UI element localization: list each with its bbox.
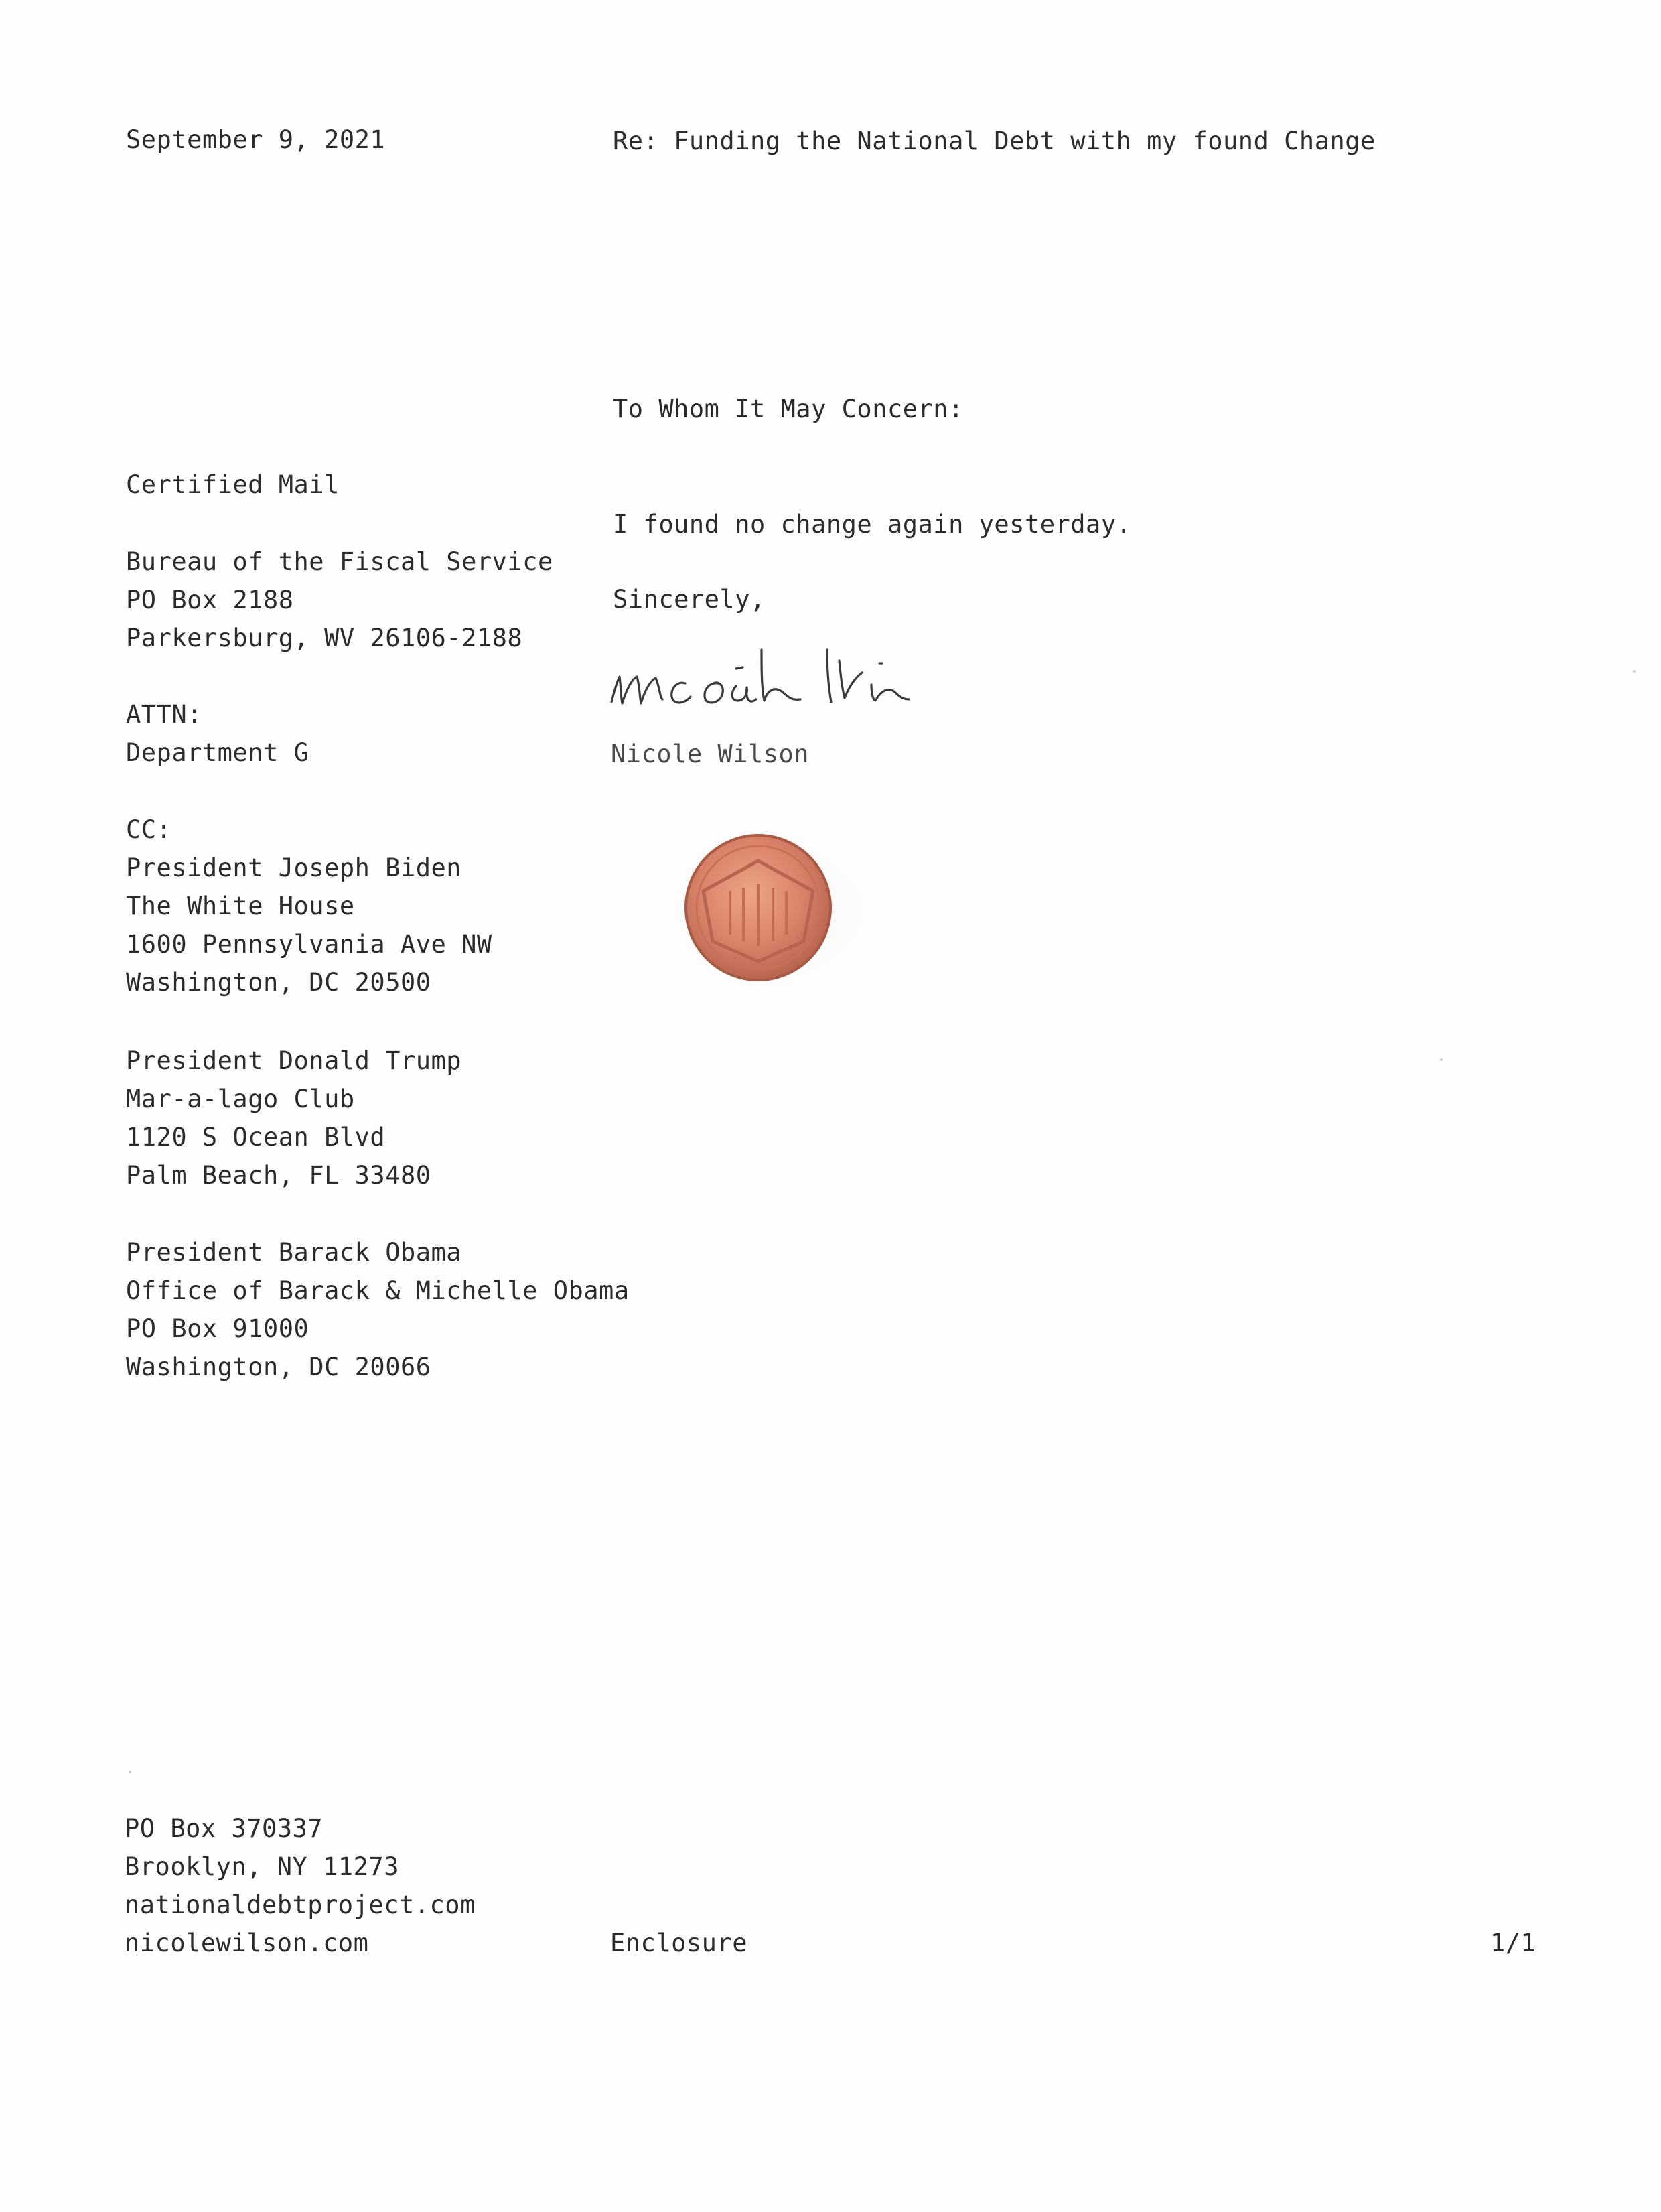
signer-name: Nicole Wilson xyxy=(611,740,810,768)
enclosed-penny xyxy=(603,790,964,1032)
cc-label: CC: xyxy=(126,815,172,844)
attn-value: Department G xyxy=(126,738,309,767)
sender-line: nicolewilson.com xyxy=(125,1929,369,1957)
address-line: PO Box 2188 xyxy=(126,585,294,614)
cc-address-line: 1120 S Ocean Blvd xyxy=(126,1123,386,1152)
cc-address-line: Office of Barack & Michelle Obama xyxy=(126,1276,630,1305)
sender-line: PO Box 370337 xyxy=(125,1814,323,1843)
salutation: To Whom It May Concern: xyxy=(613,395,964,423)
cc-address-line: President Joseph Biden xyxy=(126,853,462,882)
attn-block xyxy=(126,695,309,772)
attn-label: ATTN: xyxy=(126,700,202,729)
page-number: 1/1 xyxy=(1490,1929,1536,1957)
address-line: Bureau of the Fiscal Service xyxy=(126,547,553,576)
letter-body: I found no change again yesterday. xyxy=(613,510,1132,539)
scan-speck xyxy=(1633,670,1636,673)
cc-address-line: Washington, DC 20500 xyxy=(126,968,431,997)
sender-line: nationaldebtproject.com xyxy=(125,1890,476,1919)
cc-address-line: Washington, DC 20066 xyxy=(126,1353,431,1381)
scan-speck xyxy=(129,1771,131,1773)
cc-address-line: President Donald Trump xyxy=(126,1046,462,1075)
cc-address-line: President Barack Obama xyxy=(126,1238,462,1267)
sender-line: Brooklyn, NY 11273 xyxy=(125,1852,399,1881)
closing: Sincerely, xyxy=(613,585,766,614)
cc-address-line: PO Box 91000 xyxy=(126,1314,309,1343)
cc-recipient xyxy=(126,1042,461,1194)
sender-address xyxy=(125,1809,476,1962)
handwritten-signature xyxy=(606,630,921,717)
enclosure-label: Enclosure xyxy=(610,1929,747,1957)
cc-address-line: Palm Beach, FL 33480 xyxy=(126,1161,431,1190)
letter-date: September 9, 2021 xyxy=(126,125,386,154)
cc-address-line: The White House xyxy=(126,892,355,920)
scan-speck xyxy=(1440,1058,1443,1061)
mailing-method: Certified Mail xyxy=(126,470,340,499)
letter-subject: Re: Funding the National Debt with my found Change xyxy=(613,127,1376,155)
cc-block xyxy=(126,811,492,1001)
recipient-address xyxy=(126,543,553,657)
cc-address-line: 1600 Pennsylvania Ave NW xyxy=(126,930,492,959)
cc-recipient xyxy=(126,1233,630,1386)
address-line: Parkersburg, WV 26106-2188 xyxy=(126,624,523,652)
cc-address-line: Mar-a-lago Club xyxy=(126,1085,355,1113)
